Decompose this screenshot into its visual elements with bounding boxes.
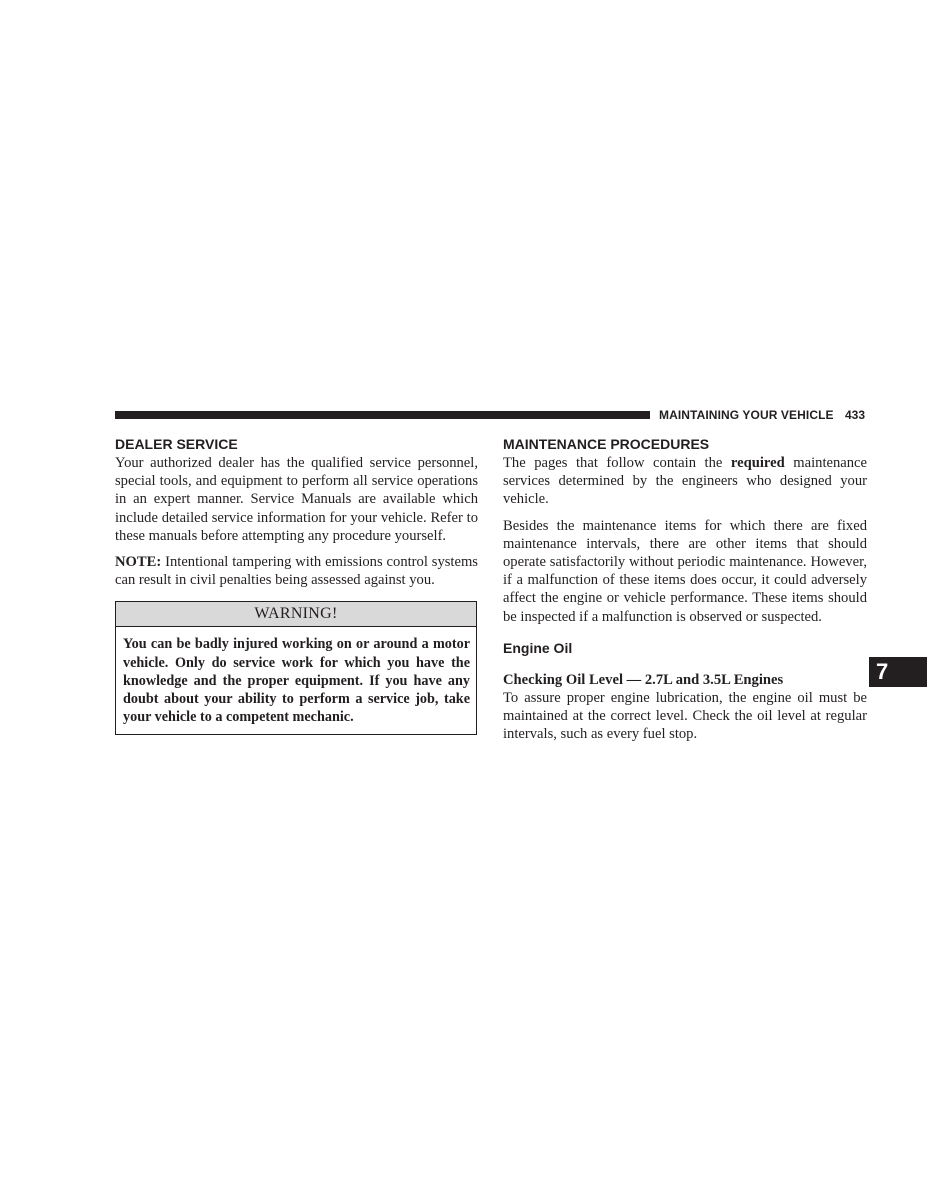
page-number: 433 bbox=[845, 408, 866, 422]
warning-box bbox=[115, 601, 477, 735]
warning-title: WARNING! bbox=[116, 602, 476, 627]
dealer-service-paragraph: Your authorized dealer has the qualified service personnel, special tools, and equipment to perform all service operations in an expert manner. Service Manuals are available which include detailed service information for your vehicle. Refer to these manuals before attempting any procedure yourself. bbox=[115, 455, 478, 544]
left-column bbox=[115, 436, 478, 735]
warning-body: You can be badly injured working on or around a motor vehicle. Only do service work for which you have the knowledge and the proper equipment. If you have any doubt about your ability to perform a service job, take your vehicle to a competent mechanic. bbox=[123, 636, 470, 726]
engine-oil-heading: Engine Oil bbox=[503, 639, 573, 656]
header-rule bbox=[115, 411, 650, 419]
maintenance-procedures-heading: MAINTENANCE PROCEDURES bbox=[503, 436, 710, 452]
oil-level-paragraph: To assure proper engine lubrication, the engine oil must be maintained at the correct level. Check the oil level at regular intervals, such as every fuel stop. bbox=[503, 689, 867, 743]
note-text: Intentional tampering with emissions control systems can result in civil penalties being assessed against you. bbox=[115, 554, 478, 589]
intro-bold-required: required bbox=[730, 455, 785, 471]
maintenance-items-paragraph: Besides the maintenance items for which there are fixed maintenance intervals, there are other items that should operate satisfactorily without periodic maintenance. However, if a malfunction of these items does occur, it could adversely affect the engine or vehicle performance. These items should be inspected if a malfunction is observed or suspected. bbox=[503, 517, 867, 625]
section-tab-number: 7 bbox=[876, 659, 889, 684]
running-header-title: MAINTAINING YOUR VEHICLE bbox=[659, 408, 834, 422]
dealer-service-heading: DEALER SERVICE bbox=[115, 436, 238, 452]
right-column bbox=[503, 436, 867, 743]
note-label: NOTE: bbox=[115, 554, 162, 571]
checking-oil-level-heading: Checking Oil Level — 2.7L and 3.5L Engines bbox=[503, 671, 784, 688]
maintenance-intro-paragraph bbox=[503, 454, 867, 509]
note-paragraph bbox=[115, 553, 478, 589]
intro-before: The pages that follow contain the bbox=[503, 455, 731, 471]
intro-after: maintenance services determined by the engineers who designed your vehicle. bbox=[503, 455, 867, 508]
